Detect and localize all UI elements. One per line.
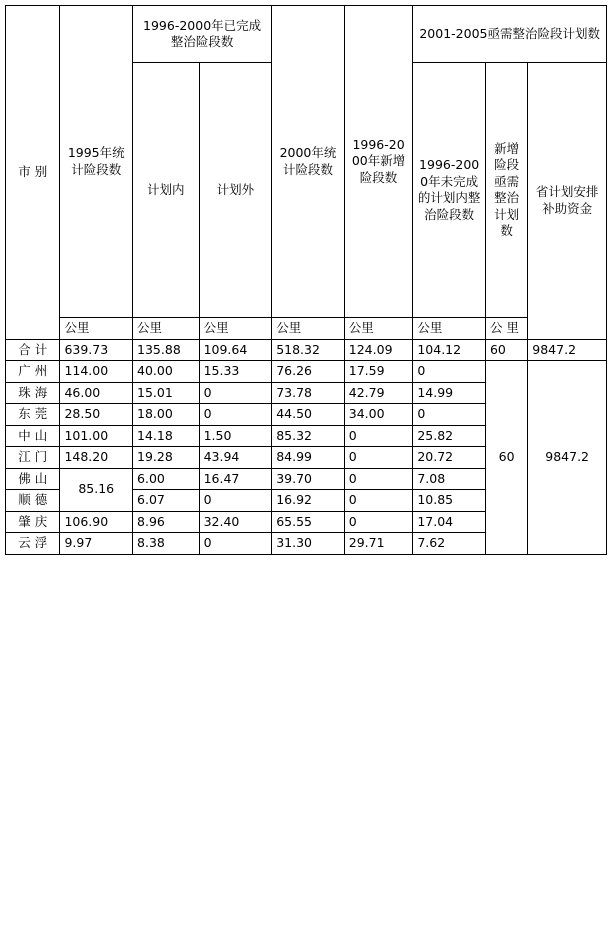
cell-unfinished: 17.04 [413,511,486,533]
cell-2000: 39.70 [272,468,345,490]
risk-section-statistics-table [5,5,607,555]
cell-subsidy: 9847.2 [528,339,607,361]
cell-plan-in: 6.07 [133,490,200,512]
cell-2000: 76.26 [272,361,345,383]
header-row-groups [6,6,607,63]
unit-new-needed: 公 里 [485,318,527,340]
cell-plan-out: 43.94 [199,447,272,469]
unit-unfinished: 公里 [413,318,486,340]
header-new-1996-2000: 1996-2000年新增险段数 [344,6,413,318]
cell-unfinished: 14.99 [413,382,486,404]
table-row [6,361,607,383]
header-plan-in: 计划内 [133,63,200,318]
cell-new: 0 [344,468,413,490]
cell-2000: 84.99 [272,447,345,469]
cell-plan-out: 16.47 [199,468,272,490]
cell-plan-in: 8.96 [133,511,200,533]
cell-plan-in: 8.38 [133,533,200,555]
cell-new-needed: 60 [485,339,527,361]
row-label: 佛 山 [6,468,60,490]
cell-plan-in: 18.00 [133,404,200,426]
cell-plan-out: 0 [199,533,272,555]
cell-new-needed-merged: 60 [485,361,527,555]
cell-new: 0 [344,490,413,512]
cell-new: 0 [344,425,413,447]
header-new-needed-plan: 新增险段亟需整治计划数 [485,63,527,318]
cell-plan-in: 40.00 [133,361,200,383]
cell-plan-in: 15.01 [133,382,200,404]
cell-1995: 28.50 [60,404,133,426]
cell-unfinished: 20.72 [413,447,486,469]
cell-plan-in: 135.88 [133,339,200,361]
cell-unfinished: 25.82 [413,425,486,447]
header-plan-out: 计划外 [199,63,272,318]
cell-plan-out: 0 [199,382,272,404]
cell-new: 34.00 [344,404,413,426]
row-label: 肇 庆 [6,511,60,533]
cell-1995: 639.73 [60,339,133,361]
cell-new: 0 [344,447,413,469]
header-group-1996-2000-completed: 1996-2000年已完成整治险段数 [133,6,272,63]
cell-new: 124.09 [344,339,413,361]
unit-new: 公里 [344,318,413,340]
cell-plan-out: 109.64 [199,339,272,361]
cell-plan-out: 32.40 [199,511,272,533]
row-label: 中 山 [6,425,60,447]
cell-2000: 65.55 [272,511,345,533]
cell-unfinished: 0 [413,404,486,426]
unit-plan-out: 公里 [199,318,272,340]
row-label: 广 州 [6,361,60,383]
row-label: 珠 海 [6,382,60,404]
header-unfinished-plan-in: 1996-2000年未完成的计划内整治险段数 [413,63,486,318]
cell-new: 29.71 [344,533,413,555]
row-label: 顺 德 [6,490,60,512]
cell-1995: 101.00 [60,425,133,447]
header-1995-count: 1995年统计险段数 [60,6,133,318]
cell-unfinished: 10.85 [413,490,486,512]
unit-1995: 公里 [60,318,133,340]
cell-new: 0 [344,511,413,533]
cell-2000: 44.50 [272,404,345,426]
cell-unfinished: 0 [413,361,486,383]
row-label: 云 浮 [6,533,60,555]
cell-2000: 518.32 [272,339,345,361]
cell-plan-out: 0 [199,490,272,512]
unit-plan-in: 公里 [133,318,200,340]
cell-unfinished: 7.62 [413,533,486,555]
cell-plan-out: 15.33 [199,361,272,383]
cell-1995: 9.97 [60,533,133,555]
cell-2000: 31.30 [272,533,345,555]
cell-2000: 73.78 [272,382,345,404]
row-label: 合 计 [6,339,60,361]
table-row [6,339,607,361]
unit-2000: 公里 [272,318,345,340]
cell-plan-out: 1.50 [199,425,272,447]
cell-subsidy-merged: 9847.2 [528,361,607,555]
cell-plan-out: 0 [199,404,272,426]
cell-2000: 16.92 [272,490,345,512]
cell-unfinished: 104.12 [413,339,486,361]
header-city: 市 别 [6,6,60,340]
cell-plan-in: 14.18 [133,425,200,447]
cell-plan-in: 19.28 [133,447,200,469]
row-label: 江 门 [6,447,60,469]
cell-new: 17.59 [344,361,413,383]
cell-2000: 85.32 [272,425,345,447]
header-row-units [6,318,607,340]
cell-1995-merged: 85.16 [60,468,133,511]
cell-new: 42.79 [344,382,413,404]
cell-1995: 148.20 [60,447,133,469]
header-2000-count: 2000年统计险段数 [272,6,345,318]
cell-1995: 106.90 [60,511,133,533]
cell-1995: 114.00 [60,361,133,383]
cell-unfinished: 7.08 [413,468,486,490]
header-group-2001-2005-plan: 2001-2005亟需整治险段计划数 [413,6,607,63]
cell-plan-in: 6.00 [133,468,200,490]
cell-1995: 46.00 [60,382,133,404]
row-label: 东 莞 [6,404,60,426]
header-provincial-subsidy: 省计划安排补助资金 [528,63,607,340]
